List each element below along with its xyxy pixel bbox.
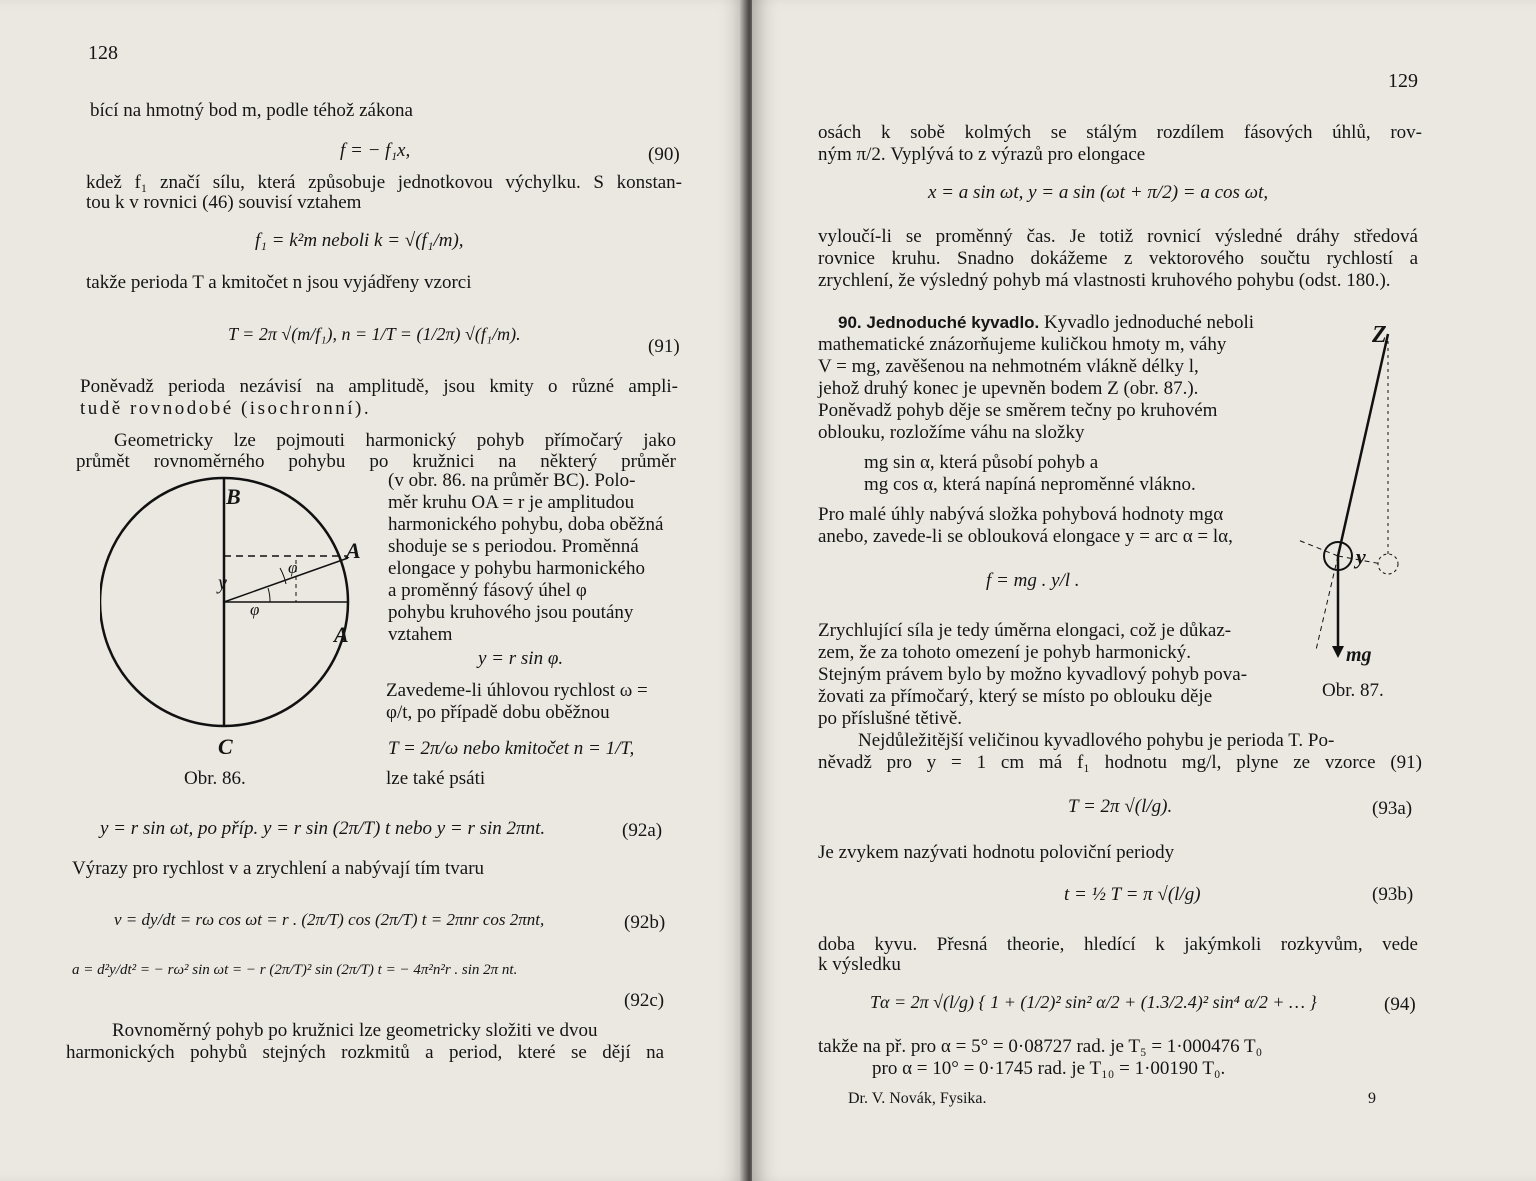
text-line: zem, že za tohoto omezení je pohyb harmonický. [818,642,1192,663]
figure-label: B [226,484,241,509]
equation-y-sin-phi: y = r sin φ. [478,648,564,669]
equation-label: (93a) [1372,798,1413,819]
equation-label: (91) [648,336,680,357]
text-line: mg sin α, která působí pohyb a [864,452,1099,473]
text-line: Kyvadlo jednoduché neboli [1044,312,1255,333]
text-line: k výsledku [818,954,901,975]
page-number-left: 128 [88,42,118,64]
page-number-right: 129 [1388,70,1418,92]
text-line: Nejdůležitější veličinou kyvadlového pohybu je perioda T. Po- [858,730,1335,751]
figure-label: Z [1372,322,1387,348]
equation-93a: T = 2π √(l/g). [1068,796,1173,817]
text-line: anebo, zavede-li se oblouková elongace y = arc α = lα, [818,526,1233,547]
text-line: Poněvadž pohyb děje se směrem tečny po kruhovém [818,400,1218,421]
text-line: Rovnoměrný pohyb po kružnici lze geometricky složiti ve dvou [112,1020,598,1041]
left-page [0,0,746,1181]
equation-force: f = mg . y/l . [986,570,1080,591]
text-line: zrychlení, že výsledný pohyb má vlastnosti kruhového pohybu (odst. 180.). [818,270,1391,291]
text-line: (v obr. 86. na průměr BC). Polo- [388,470,636,491]
right-page [752,0,1536,1181]
equation-label: (94) [1384,994,1416,1015]
equation-93b: t = ½ T = π √(l/g) [1064,884,1201,905]
text-line: ným π/2. Vyplývá to z výrazů pro elongace [818,144,1146,165]
figure-label: A [346,538,361,563]
text-line: něvadž pro y = 1 cm má f₁ hodnotu mg/l, plyne ze vzorce (91) [818,752,1422,773]
equation-94: Tα = 2π √(l/g) { 1 + (1/2)² sin² α/2 + (1.3/2.4)² sin⁴ α/2 + … } [870,992,1317,1012]
text-line: takže na př. pro α = 5° = 0·08727 rad. je T₅ = 1·000476 T₀ [818,1036,1263,1057]
text-line: lze také psáti [386,768,486,789]
equation-label: (90) [648,144,680,165]
text-line: pohybu kruhového jsou poutány [388,602,634,623]
equation-91: T = 2π √(m/f₁), n = 1/T = (1/2π) √(f₁/m). [228,324,521,344]
section-title: Jednoduché kyvadlo. [866,313,1040,332]
figure-caption: Obr. 86. [184,768,246,789]
text-line: kdež f₁ značí sílu, která způsobuje jednotkovou výchylku. S konstan- [86,172,682,193]
text-line: jehož druhý konec je upevněn bodem Z (obr. 87.). [818,378,1199,399]
equation-k-relation: f₁ = k²m neboli k = √(f₁/m), [255,230,464,251]
equation-90: f = − f₁x, [340,140,411,161]
equation-92b: v = dy/dt = rω cos ωt = r . (2π/T) cos (2π/T) t = 2πnr cos 2πnt, [114,910,545,929]
equation-label: (92c) [624,990,665,1011]
text-line: Stejným právem bylo by možno kyvadlový pohyb pova- [818,664,1248,685]
text-line: po příslušné tětivě. [818,708,963,729]
text-line: pro α = 10° = 0·1745 rad. je T₁₀ = 1·00190 T₀. [872,1058,1226,1079]
text-line: elongace y pohybu harmonického [388,558,645,579]
text-line: Zrychlující síla je tedy úměrna elongaci, což je důkaz- [818,620,1232,641]
equation-label: (92b) [624,912,666,933]
equation-92c: a = d²y/dt² = − rω² sin ωt = − r (2π/T)² sin (2π/T) t = − 4π²n²r . sin 2π nt. [72,962,518,978]
text-line: harmonických pohybů stejných rozkmitů a period, které se dějí na [66,1042,664,1063]
text-line: bící na hmotný bod m, podle téhož zákona [90,100,413,121]
text-line: doba kyvu. Přesná theorie, hledící k jakýmkoli rozkyvům, vede [818,934,1418,955]
text-line: oblouku, rozložíme váhu na složky [818,422,1085,443]
footer-author: Dr. V. Novák, Fysika. [848,1090,987,1107]
figure-label: φ [250,600,260,619]
text-line: V = mg, zavěšenou na nehmotném vlákně délky l, [818,356,1199,377]
text-line: φ/t, po případě dobu oběžnou [386,702,610,723]
text-line: shoduje se s periodou. Proměnná [388,536,639,557]
text-line: průmět rovnoměrného pohybu po kružnici na některý průměr [76,451,676,472]
figure-label: mg [1346,644,1372,666]
figure-label: y [218,572,227,594]
text-line: měr kruhu OA = r je amplitudou [388,492,635,513]
text-line: osách k sobě kolmých se stálým rozdílem fásových úhlů, rov- [818,122,1422,143]
figure-label: A [334,622,349,647]
text-line: Poněvadž perioda nezávisí na amplitudě, jsou kmity o různé ampli- [80,376,678,397]
text-line: Výrazy pro rychlost v a zrychlení a nabývají tím tvaru [72,858,485,879]
text-line: a proměnný fásový úhel φ [388,580,587,601]
text-line: mg cos α, která napíná neproměnné vlákno. [864,474,1196,495]
equation-label: (93b) [1372,884,1414,905]
equation-label: (92a) [622,820,663,841]
text-line: vyloučí-li se proměnný čas. Je totiž rovnicí výsledné dráhy středová [818,226,1418,247]
text-line: Geometricky lze pojmouti harmonický pohyb přímočarý jako [114,430,676,451]
text-line: tudě rovnodobé (isochronní). [80,398,372,419]
text-line: Je zvykem nazývati hodnotu poloviční periody [818,842,1175,863]
figure-label: y [1356,544,1366,569]
text-line: Pro malé úhly nabývá složka pohybová hodnoty mgα [818,504,1224,525]
text-line: mathematické znázorňujeme kuličkou hmoty m, váhy [818,334,1227,355]
text-line: harmonického pohybu, doba oběžná [388,514,664,535]
figure-caption: Obr. 87. [1322,680,1384,701]
text-line: tou k v rovnici (46) souvisí vztahem [86,192,362,213]
equation-elongation: x = a sin ωt, y = a sin (ωt + π/2) = a cos ωt, [928,182,1269,203]
figure-87 [1292,320,1412,680]
section-number: 90. [838,313,862,332]
text-line: takže perioda T a kmitočet n jsou vyjádřeny vzorci [86,272,472,293]
figure-label: C [218,734,233,759]
text-line: Zavedeme-li úhlovou rychlost ω = [386,680,648,701]
figure-86 [100,474,390,754]
figure-label: φ [288,558,298,577]
equation-T-omega: T = 2π/ω nebo kmitočet n = 1/T, [388,738,635,759]
text-line: vztahem [388,624,453,645]
text-line: rovnice kruhu. Snadno dokážeme z vektorového součtu rychlostí a [818,248,1418,269]
footer-signature: 9 [1368,1090,1376,1107]
text-line: žovati za přímočarý, který se místo po oblouku děje [818,686,1213,707]
equation-92a: y = r sin ωt, po příp. y = r sin (2π/T) t nebo y = r sin 2πnt. [100,818,546,839]
section-heading [838,312,1254,334]
